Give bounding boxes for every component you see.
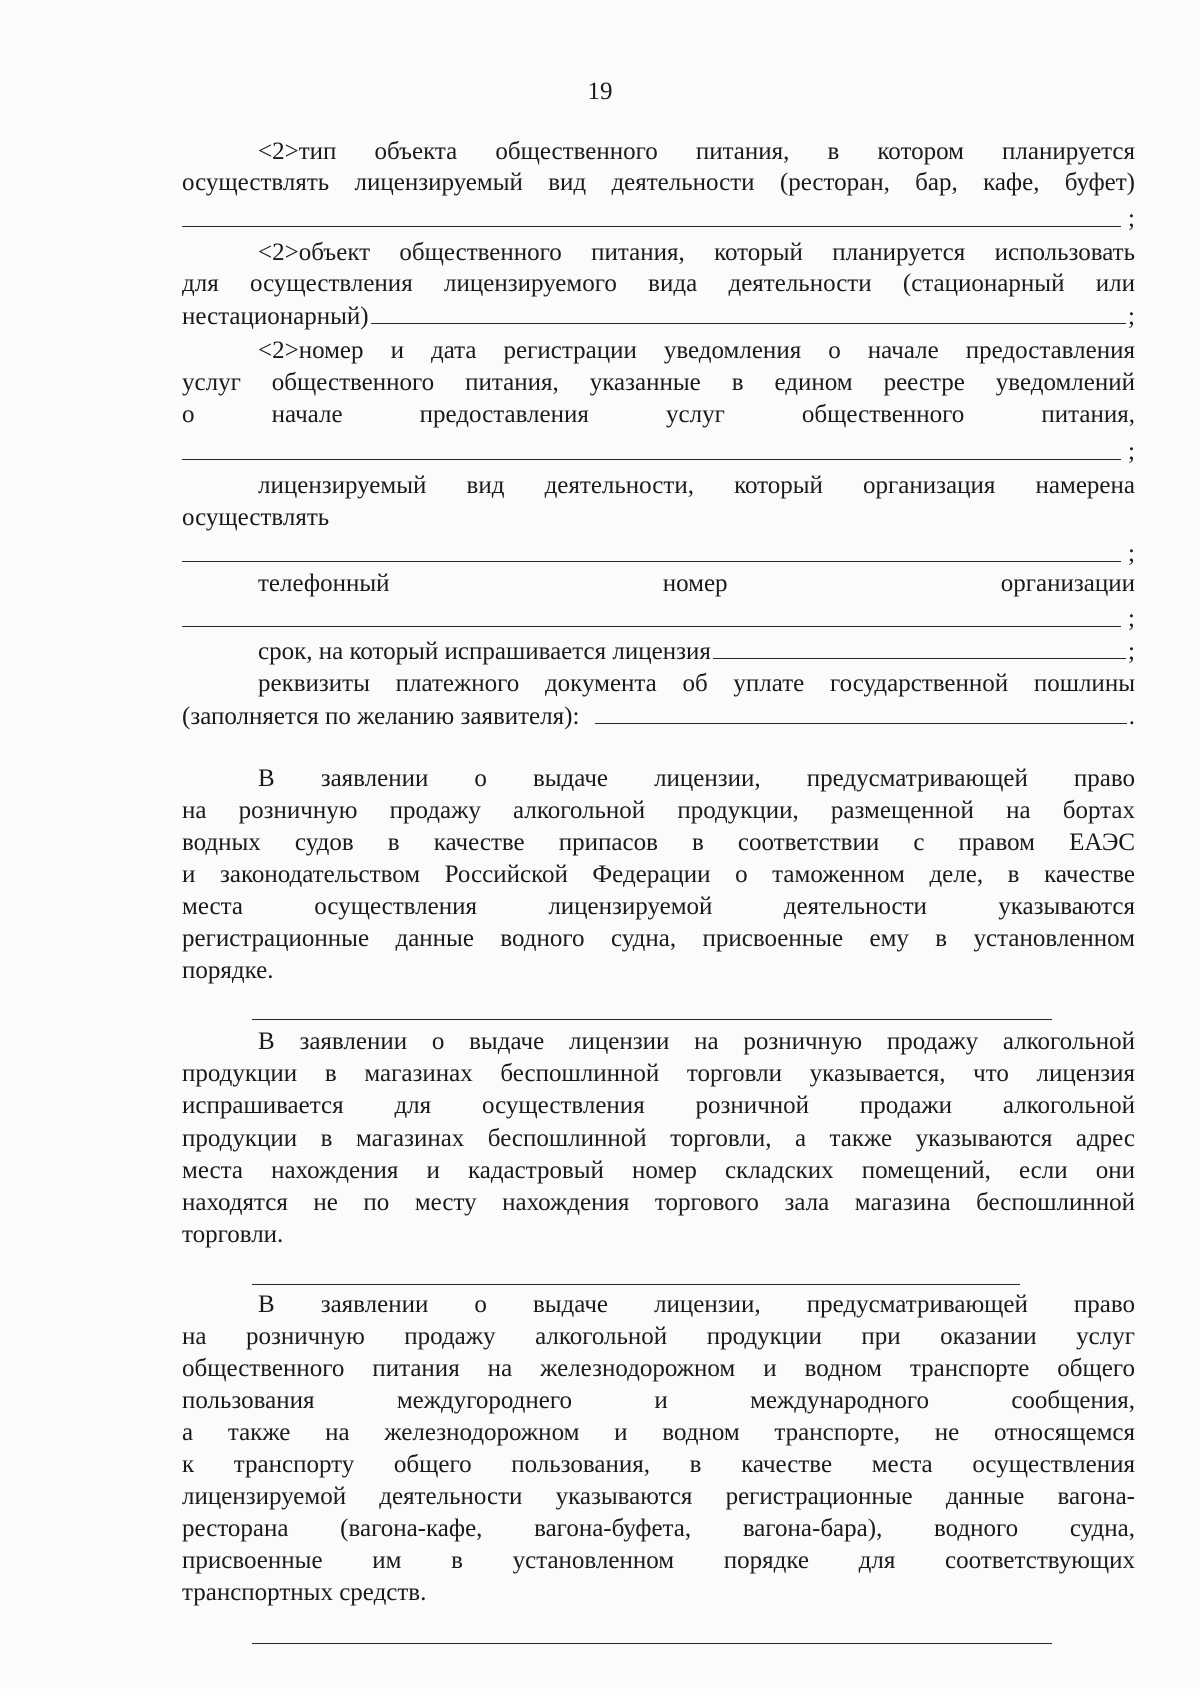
p7-line-2 — [182, 701, 1135, 732]
s2-line-2: продукции в магазинах беспошлинной торговли указывается, что лицензия — [182, 1060, 1135, 1087]
s1-line-3: водных судов в качестве припасов в соответствии с правом ЕАЭС — [182, 829, 1135, 856]
s3-line-6: к транспорту общего пользования, в качестве места осуществления — [182, 1451, 1135, 1478]
p2-blank-field[interactable] — [371, 301, 1126, 324]
p3-line-3: о начале предоставления услуг общественного питания, — [182, 401, 1135, 428]
s2-line-3: испрашивается для осуществления розничной продажи алкогольной — [182, 1092, 1135, 1119]
p4-blank-underline — [182, 561, 1121, 562]
p6-line-1-text: срок, на который испрашивается лицензия — [258, 638, 711, 665]
p5-line-1: телефонный номер организации — [258, 570, 1135, 597]
p5-blank-underline — [182, 626, 1121, 627]
separator-line-2 — [252, 1284, 1020, 1285]
s2-line-6: находятся не по месту нахождения торгового зала магазина беспошлинной — [182, 1189, 1135, 1216]
p1-line-2: осуществлять лицензируемый вид деятельности (ресторан, бар, кафе, буфет) — [182, 169, 1135, 196]
s1-line-1: В заявлении о выдаче лицензии, предусматривающей право — [258, 765, 1135, 792]
p2-line-1: <2>объект общественного питания, который планируется использовать — [258, 239, 1135, 266]
s3-line-3: общественного питания на железнодорожном и водном транспорте общего — [182, 1355, 1135, 1382]
p4-line-1: лицензируемый вид деятельности, который организация намерена — [258, 472, 1135, 499]
p7-blank-field[interactable] — [595, 701, 1126, 724]
s3-line-7: лицензируемой деятельности указываются регистрационные данные вагона- — [182, 1483, 1135, 1510]
s1-line-4: и законодательством Российской Федерации о таможенном деле, в качестве — [182, 861, 1135, 888]
p6-blank-field[interactable] — [713, 636, 1126, 659]
p6-end-semicolon: ; — [1128, 638, 1135, 665]
s3-line-8: ресторана (вагона-кафе, вагона-буфета, вагона-бара), водного судна, — [182, 1515, 1135, 1542]
s2-line-7: торговли. — [182, 1221, 284, 1248]
s3-line-10: транспортных средств. — [182, 1579, 427, 1606]
p6-line-1 — [258, 636, 1135, 667]
p3-blank-underline — [182, 459, 1121, 460]
p3-line-2: услуг общественного питания, указанные в едином реестре уведомлений — [182, 369, 1135, 396]
s3-line-2: на розничную продажу алкогольной продукции при оказании услуг — [182, 1323, 1135, 1350]
p4-line-2: осуществлять — [182, 504, 330, 531]
s2-line-1: В заявлении о выдаче лицензии на розничную продажу алкогольной — [258, 1028, 1135, 1055]
p1-line-1: <2>тип объекта общественного питания, в котором планируется — [258, 138, 1135, 165]
s1-line-5: места осуществления лицензируемой деятельности указываются — [182, 893, 1135, 920]
s2-line-5: места нахождения и кадастровый номер складских помещений, если они — [182, 1157, 1135, 1184]
p1-blank-underline — [182, 226, 1121, 227]
p7-line-1: реквизиты платежного документа об уплате государственной пошлины — [258, 670, 1135, 697]
s3-line-4: пользования междугороднего и международного сообщения, — [182, 1387, 1135, 1414]
p3-end-semicolon: ; — [1128, 438, 1135, 465]
p5-blank-field[interactable] — [182, 603, 1135, 633]
p4-blank-field[interactable] — [182, 538, 1135, 568]
p4-end-semicolon: ; — [1128, 540, 1135, 567]
s3-line-9: присвоенные им в установленном порядке для соответствующих — [182, 1547, 1135, 1574]
page-number: 19 — [587, 78, 613, 105]
p2-end-semicolon: ; — [1128, 303, 1135, 330]
p1-blank-field[interactable] — [182, 203, 1135, 233]
p7-end-period: . — [1128, 703, 1135, 730]
s3-line-1: В заявлении о выдаче лицензии, предусматривающей право — [258, 1291, 1135, 1318]
p3-blank-field[interactable] — [182, 436, 1135, 466]
p2-line-3-text: нестационарный) — [182, 303, 369, 330]
p7-line-2-text: (заполняется по желанию заявителя): — [182, 703, 580, 730]
p5-end-semicolon: ; — [1128, 605, 1135, 632]
separator-line-3 — [252, 1643, 1052, 1644]
separator-line-1 — [252, 1019, 1052, 1020]
s3-line-5: а также на железнодорожном и водном транспорте, не относящемся — [182, 1419, 1135, 1446]
p3-line-1: <2>номер и дата регистрации уведомления о начале предоставления — [258, 337, 1135, 364]
p2-line-3 — [182, 301, 1135, 332]
s1-line-2: на розничную продажу алкогольной продукции, размещенной на бортах — [182, 797, 1135, 824]
s1-line-6: регистрационные данные водного судна, присвоенные ему в установленном — [182, 925, 1135, 952]
p2-line-2: для осуществления лицензируемого вида деятельности (стационарный или — [182, 270, 1135, 297]
p1-end-semicolon: ; — [1128, 205, 1135, 232]
s2-line-4: продукции в магазинах беспошлинной торговли, а также указываются адрес — [182, 1125, 1135, 1152]
s1-line-7: порядке. — [182, 957, 274, 984]
